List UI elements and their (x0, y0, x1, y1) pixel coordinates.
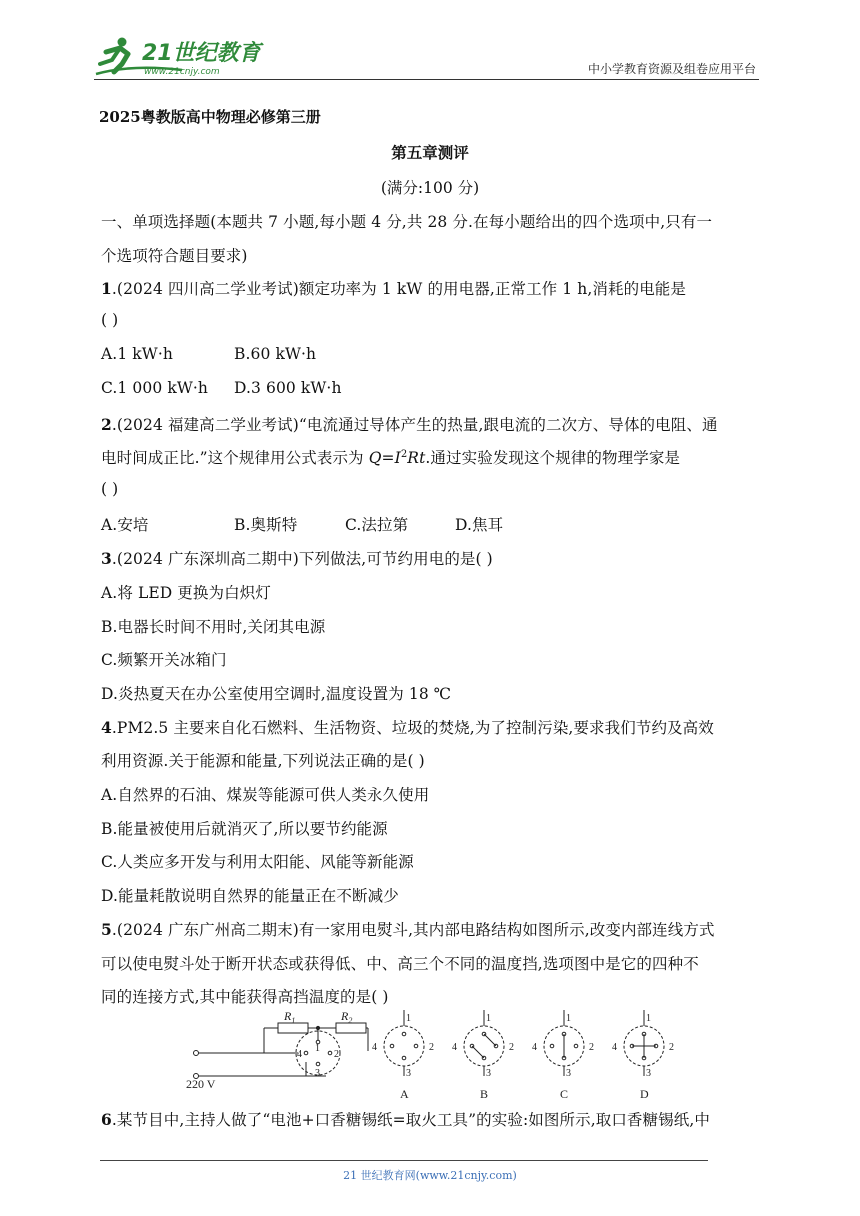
svg-text:4: 4 (452, 1042, 457, 1053)
question-text: .PM2.5 主要来自化石燃料、生活物资、垃圾的焚烧,为了控制污染,要求我们节约及高效 (111, 719, 714, 737)
option-a: A.自然界的石油、煤炭等能源可供人类永久使用 (101, 786, 430, 804)
option-a-diagram (372, 1010, 434, 1100)
options-row (101, 379, 342, 397)
option-a: A.将 LED 更换为白炽灯 (101, 584, 271, 602)
option-d: D.3 600 kW·h (234, 379, 342, 397)
question-3 (101, 547, 493, 569)
option-d: D.焦耳 (455, 516, 504, 534)
svg-text:1: 1 (315, 1043, 320, 1054)
svg-text:1: 1 (566, 1013, 571, 1024)
question-text: .某节目中,主持人做了“电池+口香糖锡纸=取火工具”的实验:如图所示,取口香糖锡纸,中 (111, 1111, 710, 1129)
circuit-figure (186, 1006, 676, 1100)
svg-text:21世纪教育: 21世纪教育 (142, 41, 261, 66)
formula-q: Q (368, 449, 382, 467)
full-score: (满分:100 分) (380, 179, 480, 197)
question-1 (101, 277, 686, 299)
chapter-title: 第五章测评 (391, 143, 469, 162)
option-d: D.炎热夏天在办公室使用空调时,温度设置为 18 ℃ (101, 685, 452, 703)
svg-text:www.21cnjy.com: www.21cnjy.com (144, 67, 220, 77)
question-text-cont: 电时间成正比.”这个规律用公式表示为 $Q=I^2Rt$.通过实验发现这个规律的物理学家是 (101, 448, 681, 467)
section-heading-cont: 个选项符合题目要求) (101, 247, 248, 265)
option-a: A.安培 (101, 516, 149, 534)
answer-bracket: ( ) (101, 311, 119, 329)
option-b: B.电器长时间不用时,关闭其电源 (101, 618, 326, 636)
options-row (101, 345, 316, 363)
svg-text:3: 3 (315, 1068, 320, 1079)
svg-text:4: 4 (372, 1042, 377, 1053)
option-d-diagram (612, 1010, 674, 1100)
footer-link[interactable]: 21 世纪教育网(www.21cnjy.com) (343, 1169, 517, 1182)
option-c: C.法拉第 (345, 516, 409, 534)
question-number: 4 (101, 718, 112, 737)
question-6 (101, 1108, 710, 1130)
option-b: B.能量被使用后就消灭了,所以要节约能源 (101, 820, 388, 838)
option-b: B.奥斯特 (234, 516, 298, 534)
option-b-diagram (452, 1010, 514, 1100)
question-4 (101, 716, 714, 738)
svg-text:3: 3 (566, 1068, 571, 1079)
question-text: .(2024 广东广州高二期末)有一家用电熨斗,其内部电路结构如图所示,改变内部连线方式 (111, 921, 715, 939)
svg-text:3: 3 (406, 1068, 411, 1079)
svg-text:3: 3 (486, 1068, 491, 1079)
question-text-cont: 利用资源.关于能源和能量,下列说法正确的是( ) (101, 752, 425, 770)
svg-text:4: 4 (532, 1042, 537, 1053)
option-c: C.人类应多开发与利用太阳能、风能等新能源 (101, 853, 414, 871)
svg-text:3: 3 (646, 1068, 651, 1079)
option-a: A.1 kW·h (101, 345, 173, 363)
question-2 (101, 413, 718, 435)
svg-text:220 V: 220 V (186, 1077, 216, 1091)
question-text-cont: 同的连接方式,其中能获得高挡温度的是( ) (101, 988, 389, 1006)
svg-text:2: 2 (669, 1042, 674, 1053)
option-b: B.60 kW·h (234, 345, 317, 363)
question-number: 1 (101, 279, 112, 298)
svg-text:D: D (640, 1087, 649, 1100)
question-text-cont: 可以使电熨斗处于断开状态或获得低、中、高三个不同的温度挡,选项图中是它的四种不 (101, 955, 699, 973)
option-c: C.频繁开关冰箱门 (101, 651, 227, 669)
svg-text:4: 4 (612, 1042, 617, 1053)
svg-text:A: A (400, 1087, 409, 1100)
header-divider (94, 79, 759, 80)
section-heading: 一、单项选择题(本题共 7 小题,每小题 4 分,共 28 分.在每小题给出的四个选项中,只有一 (101, 213, 713, 231)
question-number: 5 (101, 920, 112, 939)
svg-text:R2: $R_2$ (341, 1009, 353, 1025)
iron-circuit-diagram (186, 1009, 368, 1091)
footer-divider (100, 1160, 708, 1161)
option-c: C.1 000 kW·h (101, 379, 208, 397)
book-title: 2025粤教版高中物理必修第三册 (99, 108, 321, 126)
platform-label: 中小学教育资源及组卷应用平台 (587, 62, 756, 76)
formula-i: I (394, 449, 401, 467)
svg-text:1: 1 (486, 1013, 491, 1024)
svg-text:R1: $R_1$ (284, 1009, 296, 1025)
svg-text:1: 1 (646, 1013, 651, 1024)
question-number: 2 (101, 415, 112, 434)
site-logo (92, 34, 272, 80)
svg-text:2: 2 (509, 1042, 514, 1053)
option-d: D.能量耗散说明自然界的能量正在不断减少 (101, 887, 399, 905)
formula-rt: Rt (407, 449, 426, 467)
answer-bracket: ( ) (101, 480, 119, 498)
question-text: .(2024 四川高二学业考试)额定功率为 1 kW 的用电器,正常工作 1 h,消耗的电能是 (111, 280, 687, 298)
svg-text:B: B (480, 1087, 489, 1100)
svg-text:4: 4 (297, 1049, 302, 1060)
question-number: 6 (101, 1110, 112, 1129)
svg-text:1: 1 (406, 1013, 411, 1024)
options-row (101, 513, 503, 535)
svg-text:2: 2 (589, 1042, 594, 1053)
question-text: .(2024 广东深圳高二期中)下列做法,可节约用电的是( ) (111, 550, 493, 568)
question-text: .(2024 福建高二学业考试)“电流通过导体产生的热量,跟电流的二次方、导体的电阻、通 (111, 416, 718, 434)
question-5 (101, 918, 715, 940)
svg-text:C: C (560, 1087, 569, 1100)
question-number: 3 (101, 549, 112, 568)
svg-text:2: 2 (334, 1049, 339, 1060)
svg-text:2: 2 (429, 1042, 434, 1053)
option-c-diagram (532, 1010, 594, 1100)
